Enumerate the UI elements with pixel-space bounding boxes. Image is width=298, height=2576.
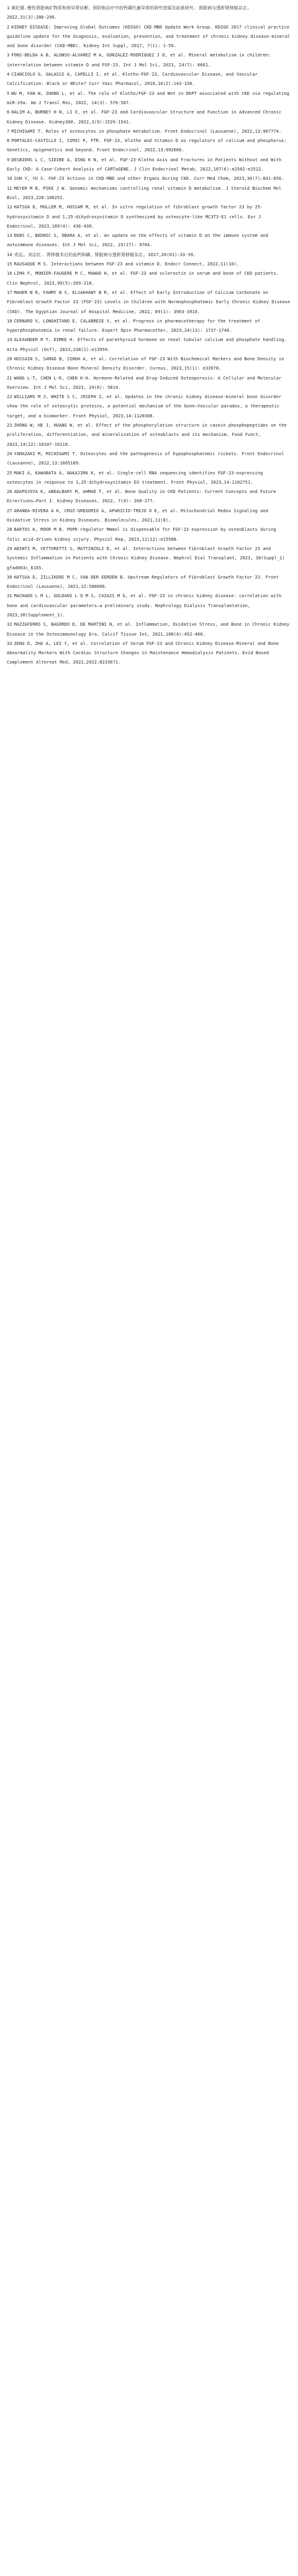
- reference-text: DEBS C, BEDNIC S, OBARA A, et al. An update on the effects of vitamin D on the immune system and autoimmune diseases. Int J Mol Sci, 2022, 23(17): 9784.: [7, 233, 271, 248]
- reference-item: [7, 335, 291, 355]
- reference-item: [7, 51, 291, 70]
- reference-number: 12: [7, 205, 12, 210]
- reference-number: 17: [7, 290, 12, 295]
- reference-item: [7, 374, 291, 393]
- reference-item: [7, 573, 291, 592]
- reference-item: [7, 136, 291, 156]
- reference-number: 22: [7, 394, 12, 400]
- reference-item: [7, 469, 291, 488]
- reference-page: [0, 0, 298, 673]
- reference-number: 2: [7, 24, 10, 30]
- reference-item: [7, 317, 291, 336]
- reference-list: [7, 4, 291, 668]
- reference-number: 16: [7, 271, 12, 277]
- reference-text: ARANDA-RIVERA A K, CRUZ-GREGORIO A, APARICIO-TREJO O E, et al. Mitochondrial Redox Signaling and Oxidative Stress in Kidney Diseases. Biomolecules, 2021,11(8).: [7, 508, 271, 523]
- reference-text: PORTALES-CASTILLO I, SIMIC P, FTR. FGF-23, Klotho and Vitamin D as regulators of calcium and phosphorus: Genetics, epigenetics and beyond. Front Endocrinol, 2022,13:992666.: [7, 138, 290, 153]
- reference-text: HALIM A, BURNEY H N, LI X, et al. FGF-23 and Cardiovascular Structure and Function in Advanced Chronic Kidney Disease. Kidney360, 2022,3(9):1529-1541.: [7, 110, 284, 125]
- reference-text: MAKI A, KAWABATA A, NAKAJIMA K, et al. Single-cell RNA sequencing identifies FGF-23-expressing osteocytes in response to 1,25-dihydroxyvitamin D3 treatment. Front Physiol, 2023,14:1102751.: [7, 470, 266, 485]
- reference-item: [7, 355, 291, 374]
- reference-text: CERNARO V, LONGHITANO E, CALABRESE V, et al. Progress in pharmacotherapy for the treatment of hyperphosphatemia in renal failure. Expert Opin Pharmacother, 2023,24(13): 1737-1746.: [7, 318, 263, 334]
- reference-text: MEYER M B, PIKE J W. Genomic mechanisms controlling renal vitamin D metabolism. J Steroid Biochem Mol Biol, 2023,228:106252.: [7, 185, 284, 200]
- reference-item: [7, 23, 291, 51]
- reference-item: [7, 393, 291, 421]
- reference-text: BARTOS K, MOOR M B. PDPR regulator Mmmol is dispensable for FGF-23 expression by osteoblasts during folic acid-driven kidney injury. Physiol Rep, 2023,11(12):e15588.: [7, 527, 279, 542]
- reference-item: [7, 507, 291, 526]
- reference-text: WU M, FAN W, ZHONG L, et al. The role of Klotho/FGF-23 and Wnt in DKPT associated with CKD via regulating miR-29a. Am J Transl Res, 2022, 14(3): 576-587.: [7, 91, 292, 105]
- reference-number: 27: [7, 508, 12, 513]
- reference-item: [7, 174, 291, 184]
- reference-item: [7, 251, 291, 260]
- reference-item: [7, 203, 291, 231]
- reference-number: 10: [7, 176, 12, 182]
- reference-number: 11: [7, 185, 12, 191]
- reference-text: MAHER N R, FAHMY B S, ELSAKHAWY B R, et al. Effect of Early Introduction of Calcium Carbonate on Fibroblast Growth Factor 23 (FGF-23) Levels in Children with Normophosphatemic Early Chronic Kidney Disease (CKD). The Egyptian Journal of Hospital Medicine, 2022, 89(1): 3903-3910.: [7, 290, 293, 314]
- reference-number: 19: [7, 337, 12, 343]
- reference-text: DESBIENS L C, SIDIBE A, DING K N, et al. FGF-23-Klotho Axis and Fractures in Patients Without and With Early CKD: A Case-Cohort Analysis of CARTaGENE. J Clin Endocrinol Metab, 2022,107(6):e2502-e2512.: [7, 157, 284, 172]
- reference-text: HATSUA D, ZILLIKENS M C, VAN DER EERDEN B. Upstream Regulators of Fibroblast Growth Factor 23. Front Endocrinol (Lausanne), 2021,12:588096.: [7, 574, 282, 590]
- reference-text: MAZZAFERRO S, BAGORDO D, DE MARTINI N, et al. Inflammation, Oxidative Stress, and Bone in Chronic Kidney Disease in the Osteoimmunology Era. Calcif Tissue Int, 2021,108(4):452-460.: [7, 622, 292, 637]
- reference-number: 5: [7, 91, 10, 96]
- reference-item: [7, 89, 291, 109]
- reference-text: ZHONG W, HE J, HUANG W, et al. Effect of the phosphorylation structure in casein phosphopeptides on the proliferation, differentiation, and mineralization of osteoblasts and its mechanism. Food Funct, 2023,14(22):10107-10118.: [7, 423, 290, 447]
- reference-number: 14: [7, 252, 12, 257]
- reference-text: FONS-BELDA A B, ALONSO-ALVAREZ M A, GONZÁLEZ-RODRÍGUEZ J D, et al. Mineral metabolism in children: interrelation between vitamin D and FGF-23. Int J Mol Sci, 2023, 24(7): 6661.: [7, 53, 274, 68]
- reference-item: [7, 525, 291, 544]
- reference-item: [7, 620, 291, 639]
- reference-number: 3: [7, 53, 10, 58]
- reference-item: [7, 231, 291, 251]
- reference-text: ADAPOJOYA K, ABDALBARY M, AHMAD T, et al. Bone Quality in CKD Patients: Current Concepts and Future Directions—Part I. Kidney Diseases, 2022, 7(4): 268-277.: [7, 489, 279, 504]
- reference-item: [7, 156, 291, 175]
- reference-item: [7, 70, 291, 89]
- reference-item: [7, 269, 291, 288]
- reference-item: [7, 592, 291, 620]
- reference-text: KIDNEY DISEASE: Improving Global Outcomes (KDIGO) CKD-MBD Update Work Group. KDIGO 2017 clinical practice guideline update for the diagnosis, evaluation, prevention, and treatment of chronic kidney disease-mineral and bone disorder (CKD-MBD). Kidney Int Suppl, 2017, 7(1): 1-59.: [7, 24, 293, 49]
- reference-number: 29: [7, 546, 12, 551]
- reference-number: 32: [7, 622, 12, 628]
- reference-number: 18: [7, 318, 12, 324]
- reference-number: 28: [7, 527, 12, 533]
- reference-number: 25: [7, 470, 12, 476]
- reference-text: MICHIGAMI T. Roles of osteocytes in phosphate metabolism. Front Endocrinol (Lausanne), 2022,13:967774.: [11, 128, 282, 134]
- reference-number: 21: [7, 375, 12, 381]
- reference-number: 23: [7, 423, 12, 429]
- reference-item: [7, 544, 291, 573]
- reference-text: WILLIAMS M J, WHITE S C, JOSEPH Z, et al. Updates in the chronic kidney disease-mineral bone disorder show the role of osteocytic proteins, a potential mechanism of the bone—Vascular paradox, a therapeutic target, and a biomarker. Front Physiol, 2023,14:1120308.: [7, 394, 284, 419]
- reference-number: 4: [7, 72, 10, 78]
- reference-text: ZENG D, ZHA A, LEI Y, et al. Correlation of Serum FGF-23 and Chronic Kidney Disease-Mineral and Bone Abnormality Markers With Cardiac Structure Changes in Maintenance Hemodialysis Patients. Evid Based Complement Alternat Med, 2022,2022:8233671.: [7, 641, 282, 665]
- reference-item: [7, 108, 291, 127]
- reference-number: 7: [7, 128, 10, 134]
- reference-text: WANG L-T, CHEN L-R, CHEN K-H. Hormone-Related and Drug-Induced Osteoporosis: A Cellular and Molecular Overview. Int J Mol Sci, 2023, 24(6): 5814.: [7, 375, 284, 390]
- reference-text: HUSSAIN S, SAMAD B, SINGH A, et al. Correlation of FGF-23 With Biochemical Markers and Bone Density in Chronic Kidney Disease-Bone Mineral Density Disorder. Cureus, 2023,15(1): e33978.: [7, 356, 287, 371]
- reference-text: 黄纪惠.慢性肾脏病矿物质和骨异常诊断、预防和治疗中的钙磷代谢异常的研究进展及前景研究. 肾脏病与透析肾移植杂志, 2022,31(3):286-290.: [7, 6, 253, 20]
- reference-text: RAUSAQUE M S. Interactions between FGF-23 and vitamin D. Endocr Connect, 2022,11(10).: [14, 262, 240, 267]
- reference-number: 33: [7, 641, 12, 646]
- reference-item: [7, 127, 291, 136]
- reference-item: [7, 421, 291, 450]
- reference-number: 20: [7, 356, 12, 362]
- reference-text: LIMA F, MONIER-FAUGERE M C, MAWAD H, et al. FGF-23 and sclerostin in serum and bone of CKD patients. Clin Nephrol, 2023,99(5):209-218.: [7, 271, 282, 286]
- reference-item: [7, 288, 291, 317]
- reference-number: 24: [7, 451, 12, 456]
- reference-text: YAMAZAKI M, MICHIGAMI T. Osteocytes and the pathogenesis of hypophosphatemic rickets. Front Endocrinol (Lausanne), 2022,13:1005189.: [7, 451, 287, 466]
- reference-number: 15: [7, 262, 12, 267]
- reference-item: [7, 639, 291, 668]
- reference-text: ALEXANDER R T, DIMKE H. Effects of parathyroid hormone on renal tubular calcium and phosphate handling. Acta Physiol (Oxf), 2023,238(1):e13959.: [7, 337, 290, 352]
- reference-number: 8: [7, 138, 10, 144]
- reference-text: ABINTI M, VETTORETTI S, MATTINZOLI D, et al. Interactions between Fibroblast Growth Factor 23 and Systemic Inflammation in Patients with Chronic Kidney Disease. Nephrol Dial Transplant, 2023, 38(Suppl_1) gfad063c_6165.: [7, 546, 288, 571]
- reference-text: SUN Y, YU S. FGF-23 Actions in CKD-MBD and other Organs During CKD. Curr Med Chem, 2023,30(7):841-856.: [14, 176, 284, 182]
- reference-number: 9: [7, 157, 10, 162]
- reference-number: 1: [7, 6, 10, 11]
- reference-text: CIANCIOLO G, GALASSI A, CAPELLI I, et al. Klotho-FGF-23, Cardiovascular Disease, and Vascular Calcification: Black or White? Curr Vasc Pharmacol, 2018,16(2):143-156.: [7, 72, 261, 87]
- reference-number: 31: [7, 593, 12, 599]
- reference-number: 13: [7, 233, 12, 239]
- reference-item: [7, 184, 291, 203]
- reference-number: 30: [7, 574, 12, 580]
- reference-item: [7, 4, 291, 23]
- reference-item: [7, 260, 291, 269]
- reference-item: [7, 450, 291, 469]
- reference-number: 26: [7, 489, 12, 495]
- reference-item: [7, 487, 291, 507]
- reference-text: MACHADO L M L, GOLDANI L Q M S, CAZAIS M G, et al. FGF-23 in chronic kidney disease: correlation with bone and cardiovascular parameters—a preliminary study. Nephrology Dialysis Transplantation, 2023,38(Supplement_1).: [7, 593, 284, 618]
- reference-number: 6: [7, 110, 10, 115]
- reference-text: 戎运, 刘志红. 肾移植术后的血钙和磷、肾脏病与透析肾移植杂志, 2017,26(01):33-39.: [14, 252, 196, 257]
- reference-text: HATSUA D, MULLER M, HOSSAM M, et al. In vitro regulation of fibroblast growth factor 23 by 25-hydroxyvitamin D and 1,25-dihydroxyvitamin D synthesized by osteocyte-like MC3T3-E1 cells. Eur J Endocrinol, 2023,189(4): 436-438.: [7, 205, 264, 229]
